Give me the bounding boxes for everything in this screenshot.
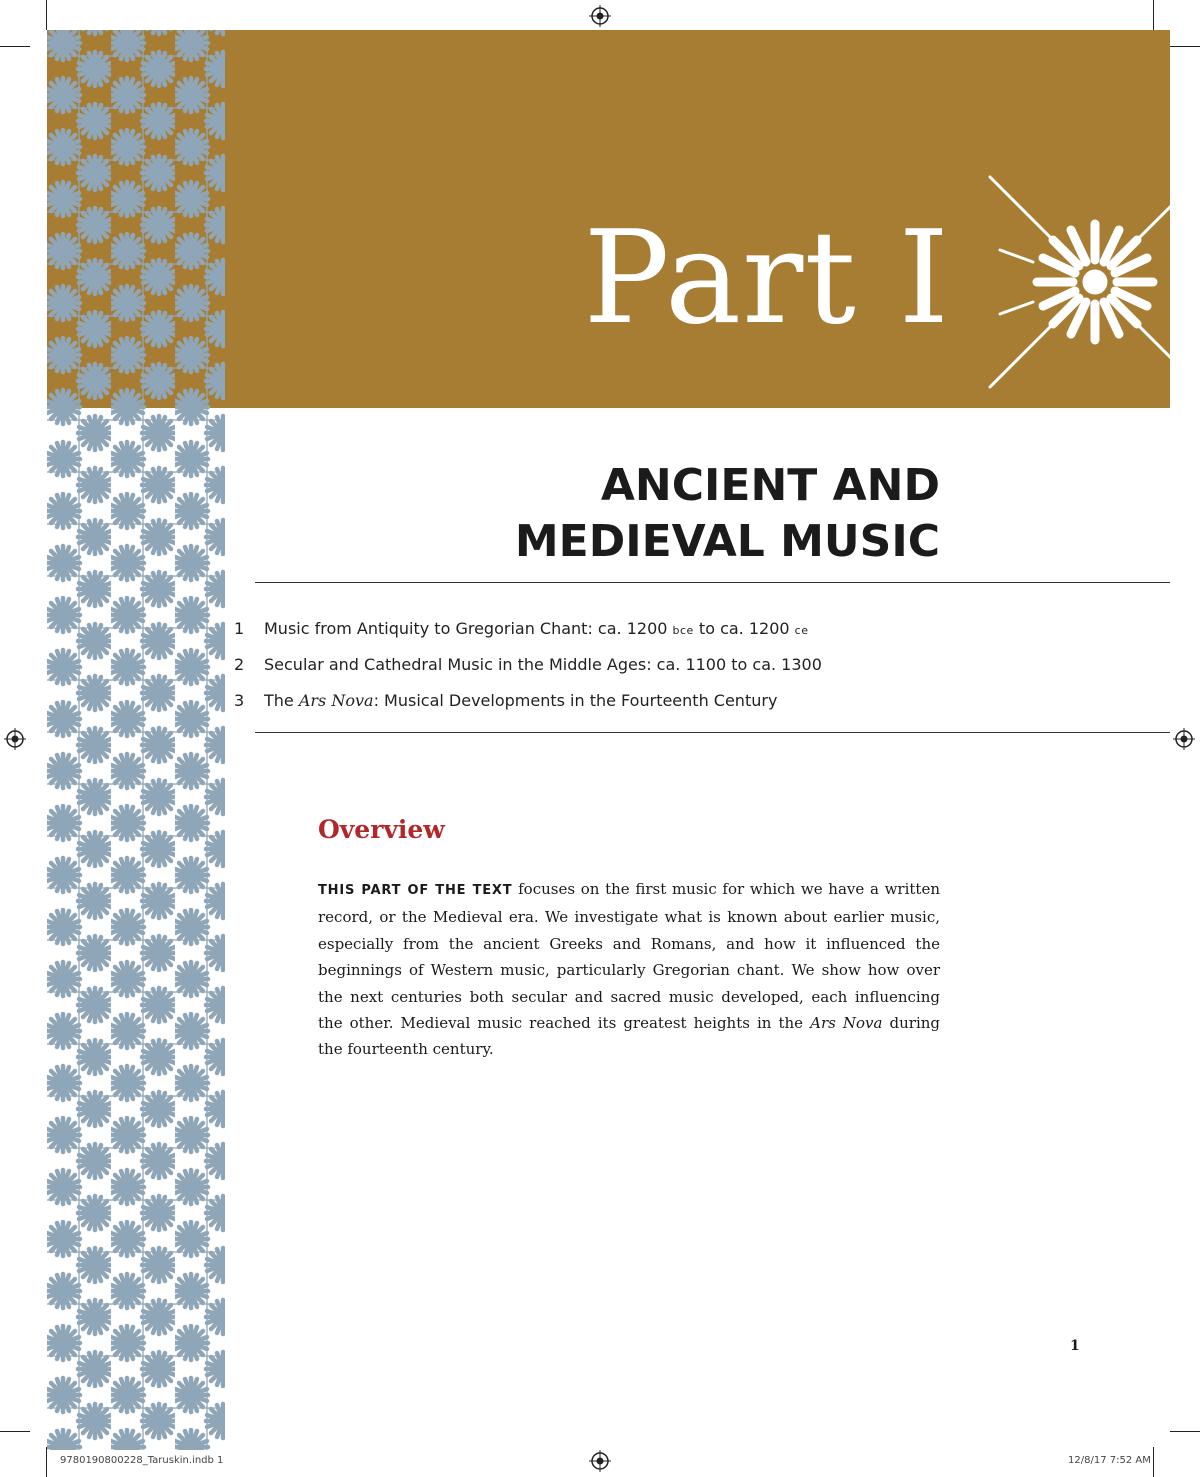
part-title: Part I [583,204,950,353]
chapter-item [230,682,950,718]
chapter-number: 2 [234,654,245,674]
divider [255,582,1170,583]
chapter-number: 3 [234,690,245,710]
divider [255,732,1170,733]
registration-mark-icon [589,1450,611,1472]
chapter-item [230,610,950,646]
chapter-title: The Ars Nova: Musical Developments in the Fourteenth Century [264,690,778,710]
chapter-title: Music from Antiquity to Gregorian Chant: ca. 1200 bce to ca. 1200 ce [264,618,809,638]
section-title [300,458,940,570]
chapter-number: 1 [234,618,245,638]
registration-mark-icon [4,728,26,750]
registration-mark-icon [589,5,611,27]
crop-mark [1170,1431,1200,1432]
crop-mark [1170,46,1200,47]
flower-pattern-icon [47,30,225,1450]
chapter-item [230,646,950,682]
crop-mark [46,0,47,30]
crop-mark [0,46,30,47]
registration-mark-icon [1173,728,1195,750]
section-title-line-1: ANCIENT AND [600,460,940,511]
starburst-icon [985,170,1175,400]
crop-mark [1153,1447,1154,1477]
date-slug: 12/8/17 7:52 AM [1068,1455,1151,1466]
crop-mark [0,1431,30,1432]
overview-heading: Overview [318,815,445,844]
page-number: 1 [1070,1338,1080,1354]
overview-paragraph: THIS PART OF THE TEXT focuses on the first music for which we have a written record, or the Medieval era. We investigate what is known about earlier music, especially from the ancient Greeks and Romans, and how it influenced the beginnings of Western music, particularly Gregorian chant. We show how over the next centuries both secular and sacred music developed, each influencing the other. Medieval music reached its greatest heights in the Ars Nova during the fourteenth century. [318,880,940,1059]
crop-mark [1153,0,1154,30]
file-slug: 9780190800228_Taruskin.indb 1 [60,1455,224,1466]
crop-mark [46,1447,47,1477]
chapter-list [230,610,950,718]
chapter-title: Secular and Cathedral Music in the Middle Ages: ca. 1100 to ca. 1300 [264,654,822,674]
section-title-line-2: MEDIEVAL MUSIC [514,516,940,567]
